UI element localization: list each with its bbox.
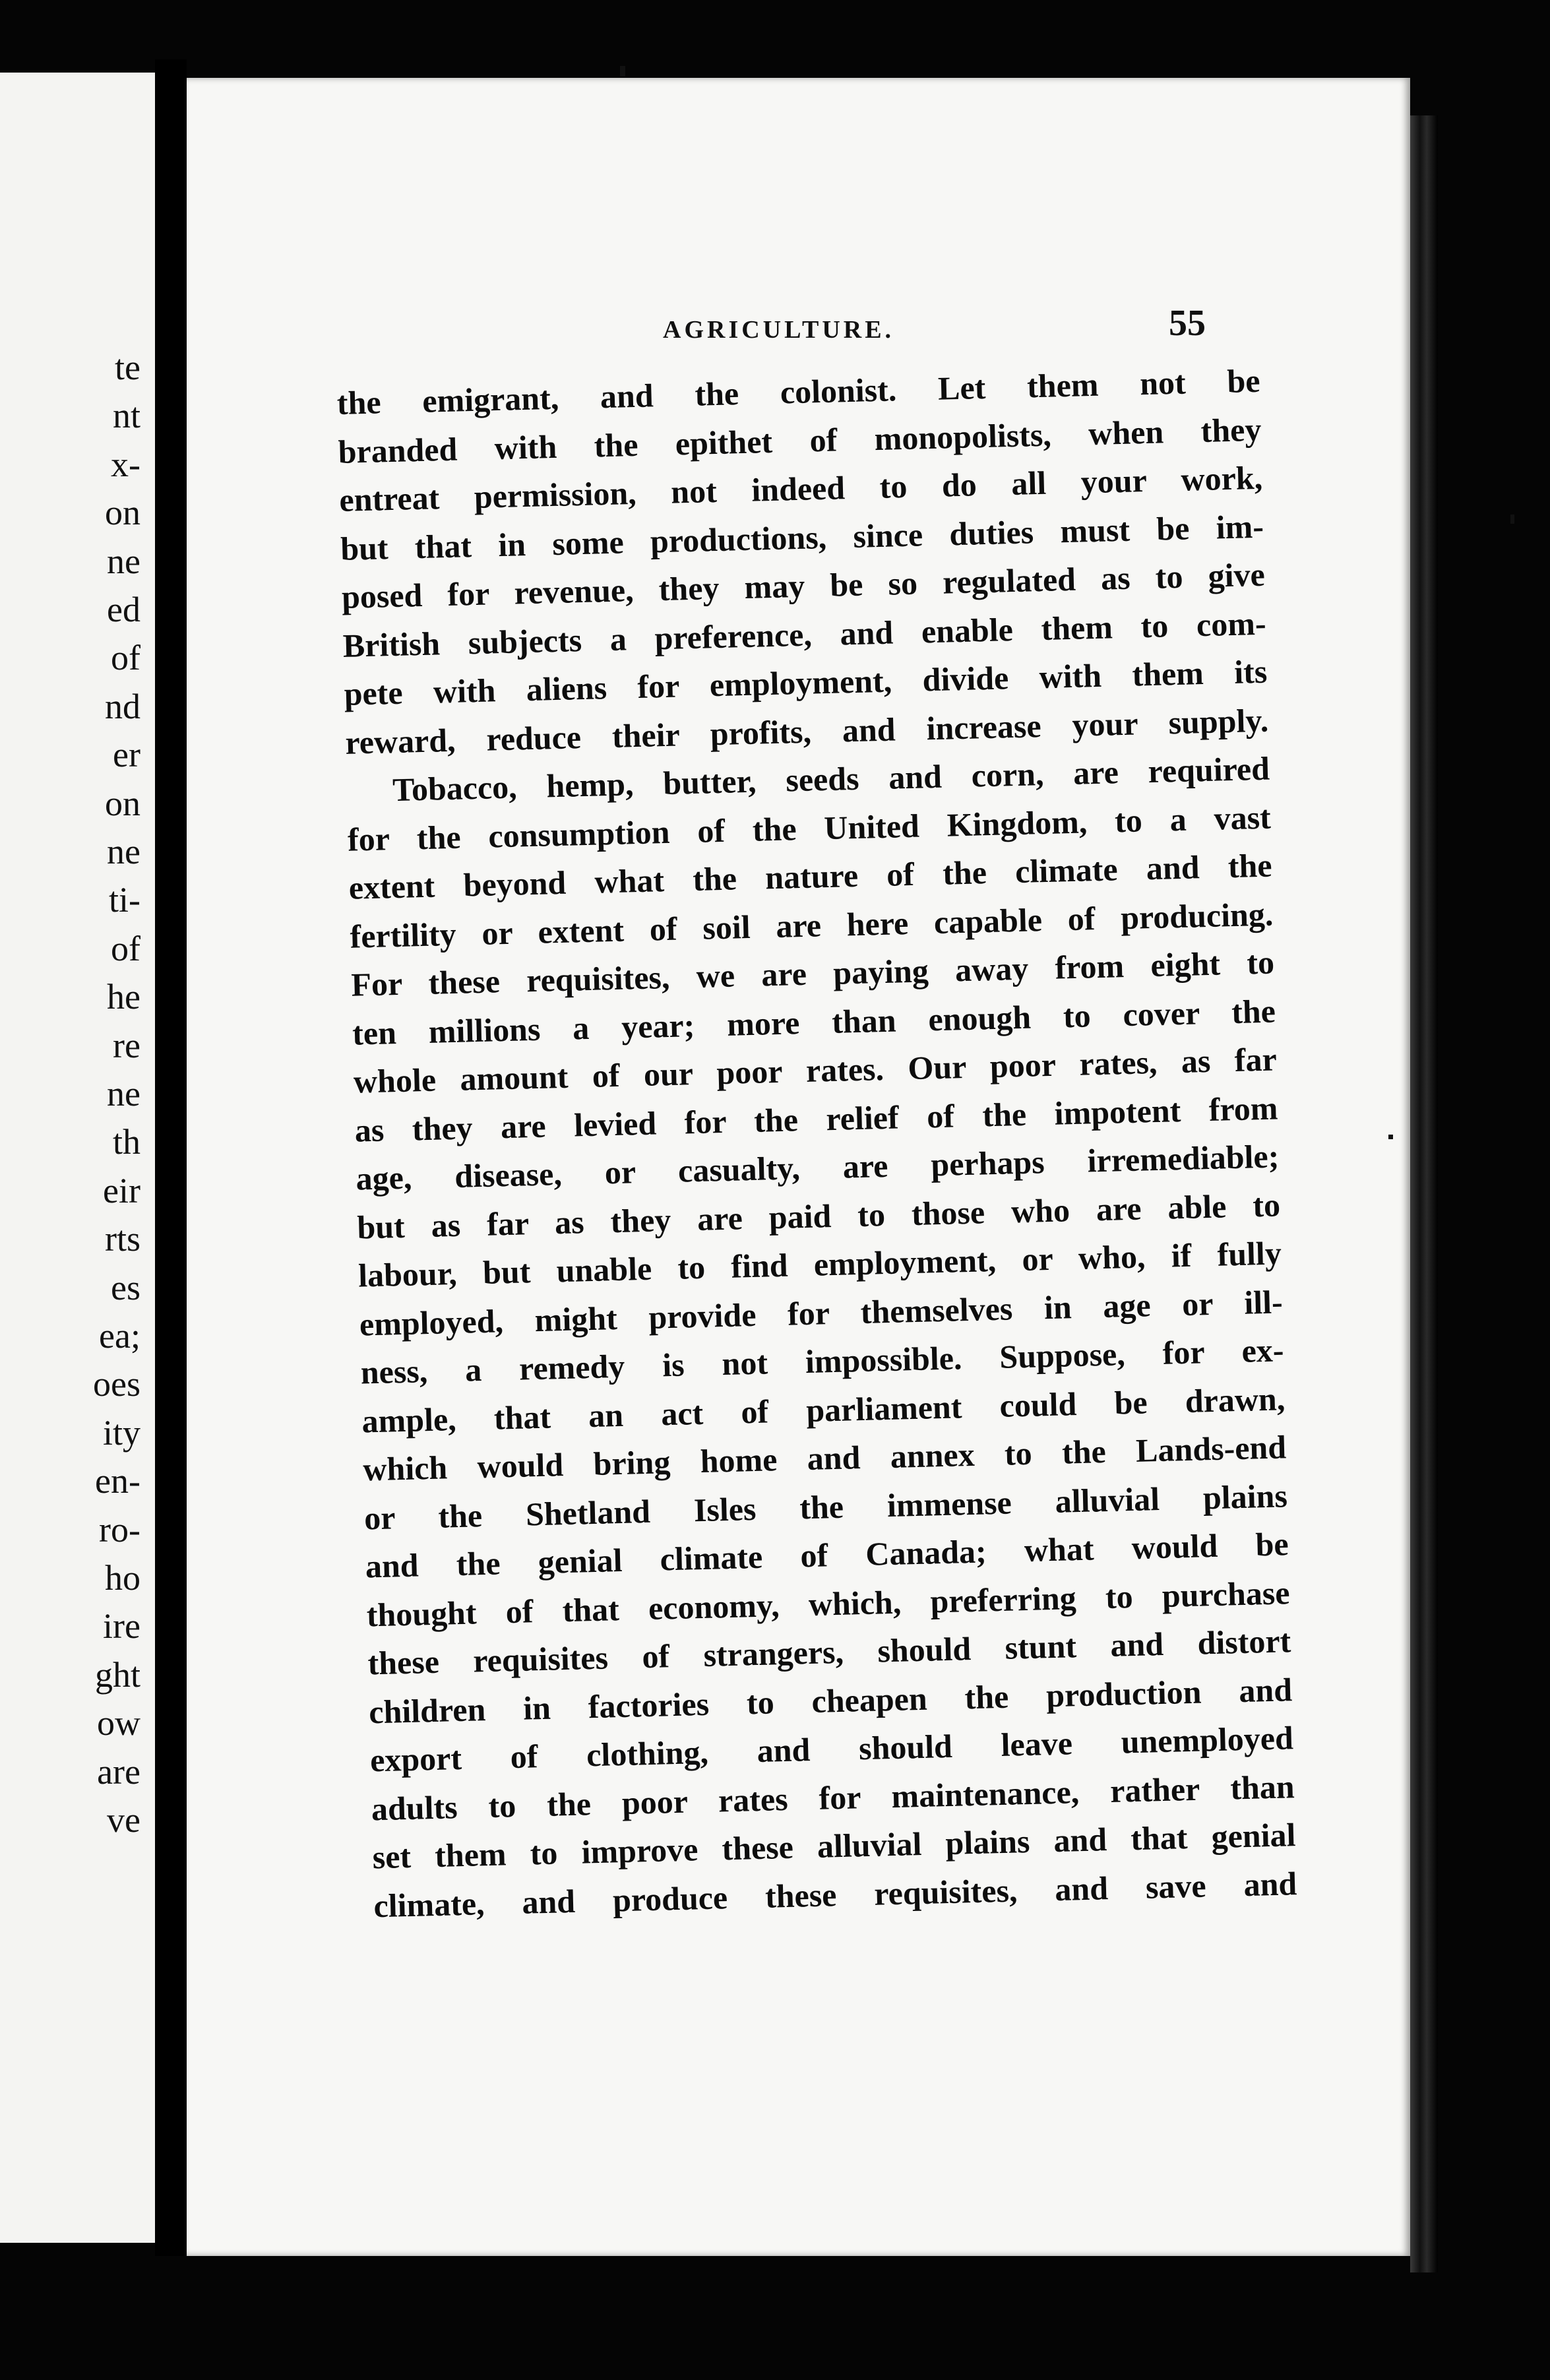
text-line: adults to the poor rates for maintenance, rather than <box>371 1767 1295 1827</box>
previous-page-line-fragment: oes <box>93 1364 140 1404</box>
text-line: branded with the epithet of monopolists, when they <box>337 410 1262 470</box>
previous-page-line-fragment: te <box>115 348 140 387</box>
page-edge-shadow <box>1410 115 1438 2272</box>
previous-page-line-fragment: ve <box>107 1800 140 1840</box>
scan-speck <box>1510 515 1514 524</box>
previous-page-line-fragment: er <box>113 735 140 775</box>
previous-page-line-fragment: ne <box>107 1074 140 1113</box>
previous-page-line-fragment: ire <box>103 1606 140 1646</box>
text-line: or the Shetland Isles the immense alluvial plains <box>363 1476 1288 1536</box>
text-line: age, disease, or casualty, are perhaps irremediable; <box>355 1137 1280 1197</box>
text-line: as they are levied for the relief of the impotent from <box>354 1088 1279 1149</box>
previous-page-fragment <box>0 73 155 2243</box>
previous-page-line-fragment: ne <box>107 832 140 871</box>
text-line: entreat permission, not indeed to do all your work, <box>338 458 1263 518</box>
previous-page-line-fragment: of <box>111 928 140 968</box>
text-line: these requisites of strangers, should stunt and distort <box>367 1622 1291 1682</box>
previous-page-line-fragment: ho <box>105 1558 140 1598</box>
page-number: 55 <box>1169 303 1206 344</box>
text-line: fertility or extent of soil are here capable of producing. <box>349 895 1274 955</box>
text-line: ness, a remedy is not impossible. Suppose, for ex- <box>360 1331 1285 1391</box>
previous-page-line-fragment: ro- <box>99 1509 140 1550</box>
text-line: labour, but unable to find employment, or who, if fully <box>357 1234 1282 1294</box>
previous-page-line-fragment: re <box>113 1025 140 1065</box>
previous-page-line-fragment: eir <box>103 1170 140 1210</box>
text-line: export of clothing, and should leave unemployed <box>369 1719 1294 1779</box>
previous-page-line-fragment: es <box>111 1267 140 1307</box>
text-line: For these requisites, we are paying away from eight to <box>350 943 1275 1003</box>
text-line: but as far as they are paid to those who are able to <box>356 1185 1281 1246</box>
previous-page-line-fragment: ow <box>97 1703 140 1743</box>
previous-page-line-fragment: he <box>107 977 140 1017</box>
text-line: whole amount of our poor rates. Our poor rates, as far <box>353 1040 1278 1100</box>
scan-speck <box>1388 1135 1393 1139</box>
previous-page-line-fragment: nt <box>112 396 140 436</box>
text-line: set them to improve these alluvial plains and that genial <box>372 1816 1297 1876</box>
text-line: posed for revenue, they may be so regulated as to give <box>341 555 1266 615</box>
previous-page-line-fragment: ne <box>107 541 140 581</box>
text-line: thought of that economy, which, preferring to purchase <box>366 1573 1291 1633</box>
previous-page-line-fragment: ti- <box>109 880 140 920</box>
text-line: Tobacco, hemp, butter, seeds and corn, are required <box>392 749 1270 809</box>
text-line: the emigrant, and the colonist. Let them not be <box>336 361 1261 422</box>
text-line: pete with aliens for employment, divide with them its <box>343 652 1268 712</box>
previous-page-line-fragment: x- <box>111 444 140 484</box>
text-line: and the genial climate of Canada; what would be <box>365 1525 1289 1585</box>
previous-page-line-fragment: ed <box>107 590 140 629</box>
running-head: AGRICULTURE. <box>663 316 895 344</box>
text-line: climate, and produce these requisites, and save and <box>373 1864 1297 1924</box>
text-line: employed, might provide for themselves in age or ill- <box>359 1282 1284 1343</box>
previous-page-line-fragment: on <box>105 493 140 533</box>
previous-page-line-fragment: ea; <box>99 1316 140 1356</box>
previous-page-line-fragment: th <box>112 1122 140 1162</box>
body-text <box>336 357 1297 1931</box>
text-line: reward, reduce their profits, and increase your supply. <box>344 701 1269 761</box>
text-line: but that in some productions, since duties must be im- <box>340 507 1264 567</box>
previous-page-line-fragment: on <box>105 783 140 823</box>
previous-page-line-fragment: of <box>111 638 140 678</box>
previous-page-line-fragment: ity <box>102 1412 140 1453</box>
text-line: for the consumption of the United Kingdom, to a vast <box>347 798 1272 858</box>
text-line: extent beyond what the nature of the climate and the <box>348 846 1273 906</box>
text-line: ten millions a year; more than enough to cover the <box>352 992 1276 1052</box>
scan-speck <box>620 66 625 77</box>
previous-page-line-fragment: ght <box>94 1654 140 1695</box>
previous-page-line-fragment: rts <box>105 1219 140 1259</box>
text-line: which would bring home and annex to the Lands-end <box>362 1428 1287 1488</box>
previous-page-line-fragment: en- <box>95 1461 140 1501</box>
previous-page-line-fragment: nd <box>105 686 140 726</box>
text-line: ample, that an act of parliament could be drawn, <box>361 1379 1286 1440</box>
book-gutter <box>155 59 187 2256</box>
previous-page-line-fragment: are <box>97 1751 140 1792</box>
text-line: children in factories to cheapen the production and <box>368 1670 1293 1730</box>
text-line: British subjects a preference, and enable them to com- <box>342 604 1267 664</box>
